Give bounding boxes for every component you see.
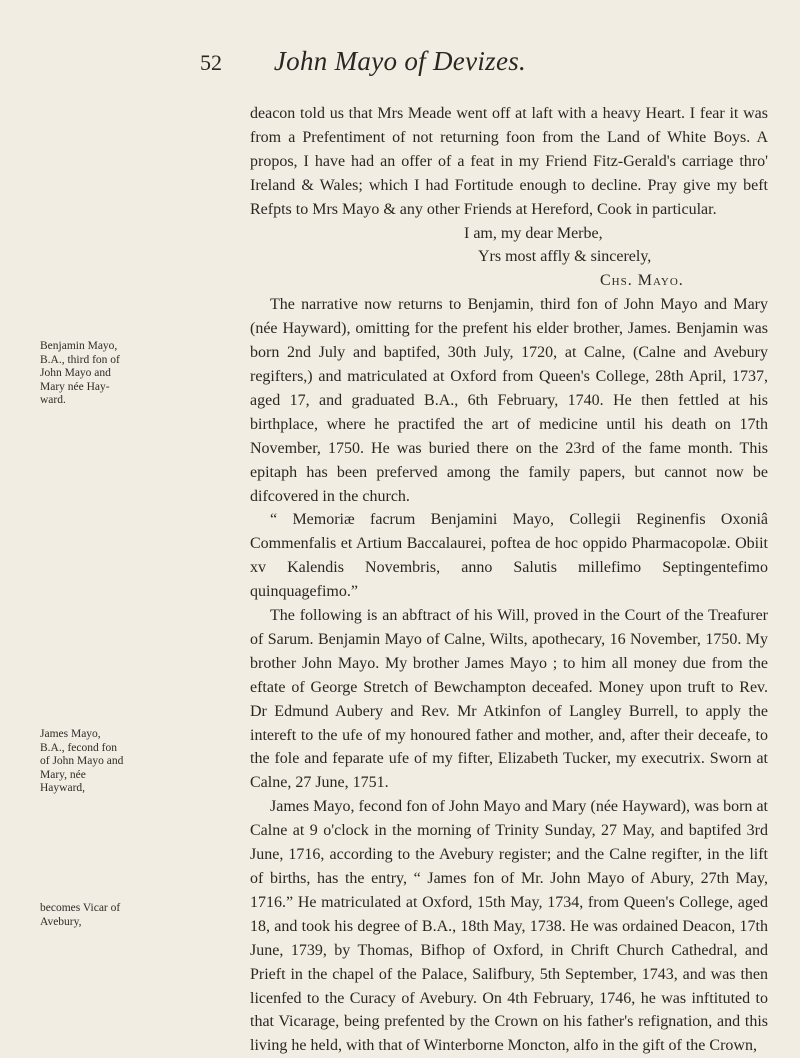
margin-note-james: James Mayo, B.A., fecond fon of John Mayo and Mary, née Hayward, (40, 728, 124, 795)
paragraph-will: The following is an abftract of his Will, proved in the Court of the Treafurer of Sarum. Benjamin Mayo of Calne, Wilts, apothecary, 16 November, 1750. My brother John Mayo. My brother James Mayo ; to him all money due from the eftate of George Stretch of Bewchampton deceafed. Money upon truft to Rev. Dr Edmund Aubery and Rev. Mr Atkinfon of Langley Burrell, to apply the intereft to the ufe of my honoured father and mother, and, after their deceafe, to the fole and feparate ufe of my fifter, Elizabeth Tucker, my executrix. Sworn at Calne, 27 June, 1751. (250, 607, 768, 792)
letter-opening: deacon told us that Mrs Meade went off at laft with a heavy Heart. I fear it was from a Prefentiment of not returning foon from the Land of White Boys. A propos, I have had an offer of a feat in my Friend Fitz-Gerald's carriage thro' Ireland & Wales; which I had Fortitude enough to decline. Pray give my beft Refpts to Mrs Mayo & any other Friends at Hereford, Cook in particular. (250, 105, 768, 218)
paragraph-james: James Mayo, fecond fon of John Mayo and Mary (née Hayward), was born at Calne at 9 o'clock in the morning of Trinity Sunday, 27 May, and baptifed 3rd June, 1716, according to the Avebury register; and the Calne regifter, in the lift of births, has the entry, “ James fon of Mr. John Mayo of Abury, 27th May, 1716.” He matriculated at Oxford, 15th May, 1734, from Queen's College, aged 18, and took his degree of B.A., 18th May, 1738. He was ordained Deacon, 17th June, 1739, by Thomas, Bifhop of Oxford, in Chrift Church Cathedral, and Prieft in the chapel of the Palace, Salifbury, 5th September, 1743, and was then licenfed to the Curacy of Avebury. On 4th February, 1746, he was inftituted to that Vicarage, being prefented by the Crown on his father's refignation, and this living he held, with that of Winterborne Moncton, alfo in the gift of the Crown, (250, 798, 768, 1055)
margin-note-vicar: becomes Vicar of Avebury, (40, 902, 121, 928)
margin-note-benjamin: Benjamin Mayo, B.A., third fon of John Mayo and Mary née Hay-ward. (40, 340, 120, 407)
running-title: John Mayo of Devizes. (273, 46, 527, 76)
letter-signature: Chs. Mayo. (600, 272, 684, 290)
letter-closing-line: Yrs most affly & sincerely, (478, 248, 652, 266)
epitaph-quote: “ Memoriæ facrum Benjamini Mayo, Collegii Reginenfis Oxoniâ Commenfalis et Artium Baccalaurei, poftea de hoc oppido Pharmacopolæ. Obiit xv Kalendis Novembris, anno Salutis millefimo Septingentefimo quinquagefimo.” (250, 511, 768, 601)
letter-closing-line: I am, my dear Merbe, (464, 224, 603, 242)
page-header (0, 46, 800, 90)
body-text (250, 102, 768, 1058)
page-number: 52 (200, 50, 222, 75)
paragraph-benjamin: The narrative now returns to Benjamin, third fon of John Mayo and Mary (née Hayward), omitting for the prefent his elder brother, James. Benjamin was born 2nd July and baptifed, 30th July, 1720, at Calne, (Calne and Avebury regifters,) and matriculated at Oxford from Queen's College, 28th April, 1737, aged 17, and graduated B.A., 6th February, 1740. He then fettled at his birthplace, where he practifed the art of medicine until his death on 17th November, 1750. He was buried there on the 23rd of the fame month. This epitaph has been preferved among the family papers, but cannot now be difcovered in the church. (250, 296, 768, 505)
